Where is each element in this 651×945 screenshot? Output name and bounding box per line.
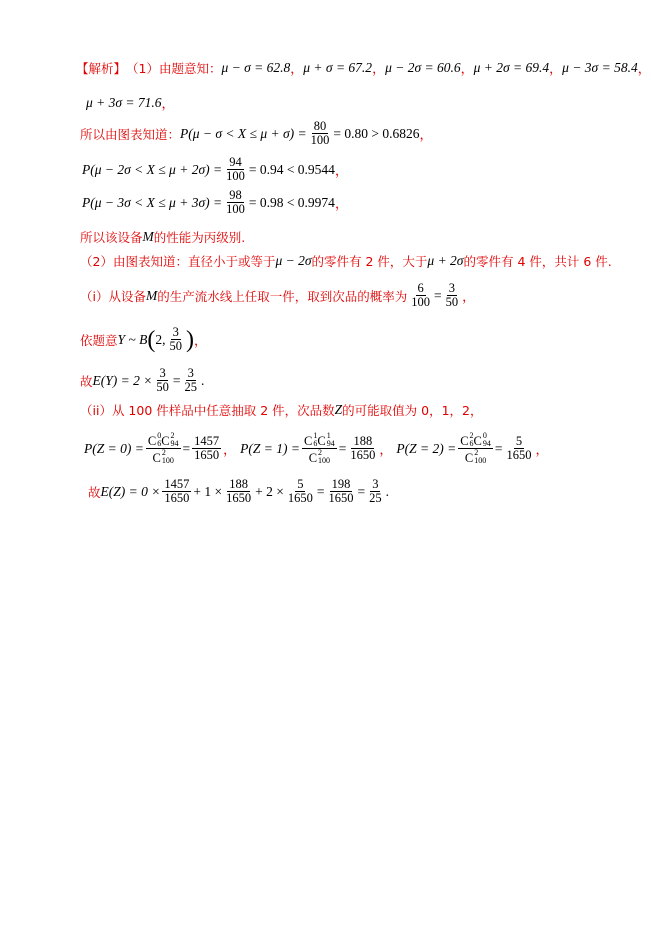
- exp-y-expr: E(Y) = 2 ×: [92, 372, 153, 388]
- exp-z-frac-4: $\frac{198}{1650}$: [328, 477, 354, 506]
- sub-i-fraction-1: $\frac{6}{100}$: [411, 281, 430, 310]
- mu-plus-2sigma: μ + 2σ = 69.4: [473, 59, 550, 75]
- conclusion1-text: 所以该设备: [80, 230, 143, 245]
- exp-z-frac-5: $\frac{3}{25}$: [369, 477, 382, 506]
- part2-mu-plus: μ + 2σ: [427, 253, 464, 268]
- pz1-comb-fraction: C 1 6 C 1 94 C 2 100: [304, 431, 335, 465]
- line-expectation-y: 故 E(Y) = 2 × $\frac{3}{50}$ = $\frac{3}{25}$ .: [80, 366, 205, 395]
- exp-y-fraction-1: $\frac{3}{50}$: [156, 366, 169, 395]
- line-mu3sigma: μ + 3σ = 71.6 ，: [86, 94, 175, 112]
- exp-y-text: 故: [80, 373, 93, 389]
- sub-ii-tail: 的可能取值为 0，1，2，: [342, 403, 483, 418]
- exp-z-frac-2: $\frac{188}{1650}$: [226, 477, 252, 506]
- sub-i-fraction-2: $\frac{3}{50}$: [445, 281, 459, 310]
- p2-result: = 0.94 < 0.9544: [248, 161, 335, 177]
- dist-y-binomial: Y ~ B: [117, 331, 148, 347]
- exp-z-frac-1: $\frac{1457}{1650}$: [164, 477, 190, 506]
- dist-n: 2,: [155, 331, 166, 347]
- p3-result: = 0.98 < 0.9974: [248, 194, 335, 210]
- dist-fraction: $\frac{3}{50}$: [169, 325, 182, 354]
- line-distribution: 依题意 Y ~ B ( 2, $\frac{3}{50}$ ) ，: [80, 325, 207, 354]
- pz0-result: $\frac{1457}{1650}$: [194, 433, 220, 462]
- mu-minus-sigma: μ − σ = 62.8: [221, 59, 291, 75]
- line-expectation-z: 故 E(Z) = 0 × $\frac{1457}{1650}$ + 1 × $\frac{188}{1650}$ + 2 × $\frac{5}{1650}$ = $\frac{198}{1650}$ = $\frac{3}{25}$ .: [88, 477, 389, 506]
- sub-i-text-a: （i）从设备: [80, 288, 146, 304]
- part2-text-a: （2）由图表知道：直径小于或等于: [80, 254, 276, 269]
- line-conclusion1: [80, 228, 245, 246]
- pz0-comb-fraction: C 0 6 C 2 94 C 2 100: [147, 431, 179, 465]
- sub-i-text-b: 的生产流水线上任取一件，取到次品的概率为: [157, 288, 408, 304]
- exp-z-expr: E(Z) = 0 ×: [100, 483, 161, 499]
- line-p1: 所以由图表知道： P(μ − σ < X ≤ μ + σ) = $\frac{80}{100}$ = 0.80 > 0.6826 ，: [80, 119, 433, 148]
- pz2-comb-fraction: C 2 6 C 0 94 C 2 100: [460, 431, 491, 465]
- line-p3: P(μ − 3σ < X ≤ μ + 3σ) = $\frac{98}{100}$ = 0.98 < 0.9974 ，: [82, 188, 348, 217]
- sub-ii-var: Z: [334, 402, 343, 417]
- p1-fraction: $\frac{80}{100}$: [310, 119, 330, 148]
- line-pz: P(Z = 0) = C 0 6 C 2 94 C 2 100 = $\frac{1457}{1650}$ ， P(Z = 1) = C 1 6 C 1 94 C 2 100 = $\frac{188}{1650}$ ， P(Z = 2) = C 2 6 C 0 94 C 2 100 = $\frac{5}{1650}$ ，: [84, 431, 549, 465]
- part2-mu-minus: μ − 2σ: [275, 253, 312, 268]
- sub-i-var: M: [145, 287, 158, 303]
- pz1-result: $\frac{188}{1650}$: [350, 433, 376, 462]
- p3-expression: P(μ − 3σ < X ≤ μ + 3σ) =: [82, 194, 223, 210]
- exp-z-frac-3: $\frac{5}{1650}$: [287, 477, 313, 506]
- line-sub-ii: [80, 401, 483, 419]
- part1-intro: （1）由题意知：: [126, 60, 222, 76]
- pz2-label: P(Z = 2) =: [396, 440, 457, 456]
- line-part1: 【解析】 （1）由题意知： μ − σ = 62.8 ， μ + σ = 67.2 ， μ − 2σ = 60.6 ， μ + 2σ = 69.4 ， μ − 3σ = 58.4 ，: [76, 59, 651, 77]
- mu-plus-sigma: μ + σ = 67.2: [303, 59, 373, 75]
- conclusion1-var: M: [142, 229, 154, 244]
- pz0-label: P(Z = 0) =: [84, 440, 144, 456]
- part2-text-e: 的零件有 4 件，共计 6 件.: [463, 254, 612, 269]
- line-part2: [80, 252, 612, 270]
- part2-text-c: 的零件有 2 件，大于: [311, 254, 428, 269]
- conclusion1-tail: 的性能为丙级别.: [153, 230, 246, 245]
- p1-result: = 0.80 > 0.6826: [333, 125, 420, 141]
- exp-z-mid1: + 1 ×: [193, 483, 223, 499]
- sub-ii-text: （ii）从 100 件样品中任意抽取 2 件，次品数: [80, 403, 335, 418]
- exp-z-text: 故: [88, 484, 101, 500]
- line-p2: P(μ − 2σ < X ≤ μ + 2σ) = $\frac{94}{100}$ = 0.94 < 0.9544 ，: [82, 155, 348, 184]
- mu-minus-2sigma: μ − 2σ = 60.6: [385, 59, 461, 75]
- mu-minus-3sigma: μ − 3σ = 58.4: [562, 59, 638, 75]
- from-table-text: 所以由图表知道：: [80, 126, 181, 142]
- p2-expression: P(μ − 2σ < X ≤ μ + 2σ) =: [82, 161, 223, 177]
- pz2-result: $\frac{5}{1650}$: [506, 433, 532, 462]
- p3-fraction: $\frac{98}{100}$: [226, 188, 245, 217]
- p2-fraction: $\frac{94}{100}$: [226, 155, 245, 184]
- dist-text: 依题意: [80, 332, 118, 348]
- p1-expression: P(μ − σ < X ≤ μ + σ) =: [180, 125, 307, 141]
- solution-heading: 【解析】: [76, 60, 127, 76]
- line-sub-i: （i）从设备 M 的生产流水线上任取一件，取到次品的概率为 $\frac{6}{100}$ = $\frac{3}{50}$ ，: [80, 281, 476, 310]
- pz1-label: P(Z = 1) =: [240, 440, 301, 456]
- exp-y-fraction-2: $\frac{3}{25}$: [184, 366, 197, 395]
- mu-plus-3sigma: μ + 3σ = 71.6: [86, 94, 162, 110]
- exp-z-mid2: + 2 ×: [255, 483, 284, 499]
